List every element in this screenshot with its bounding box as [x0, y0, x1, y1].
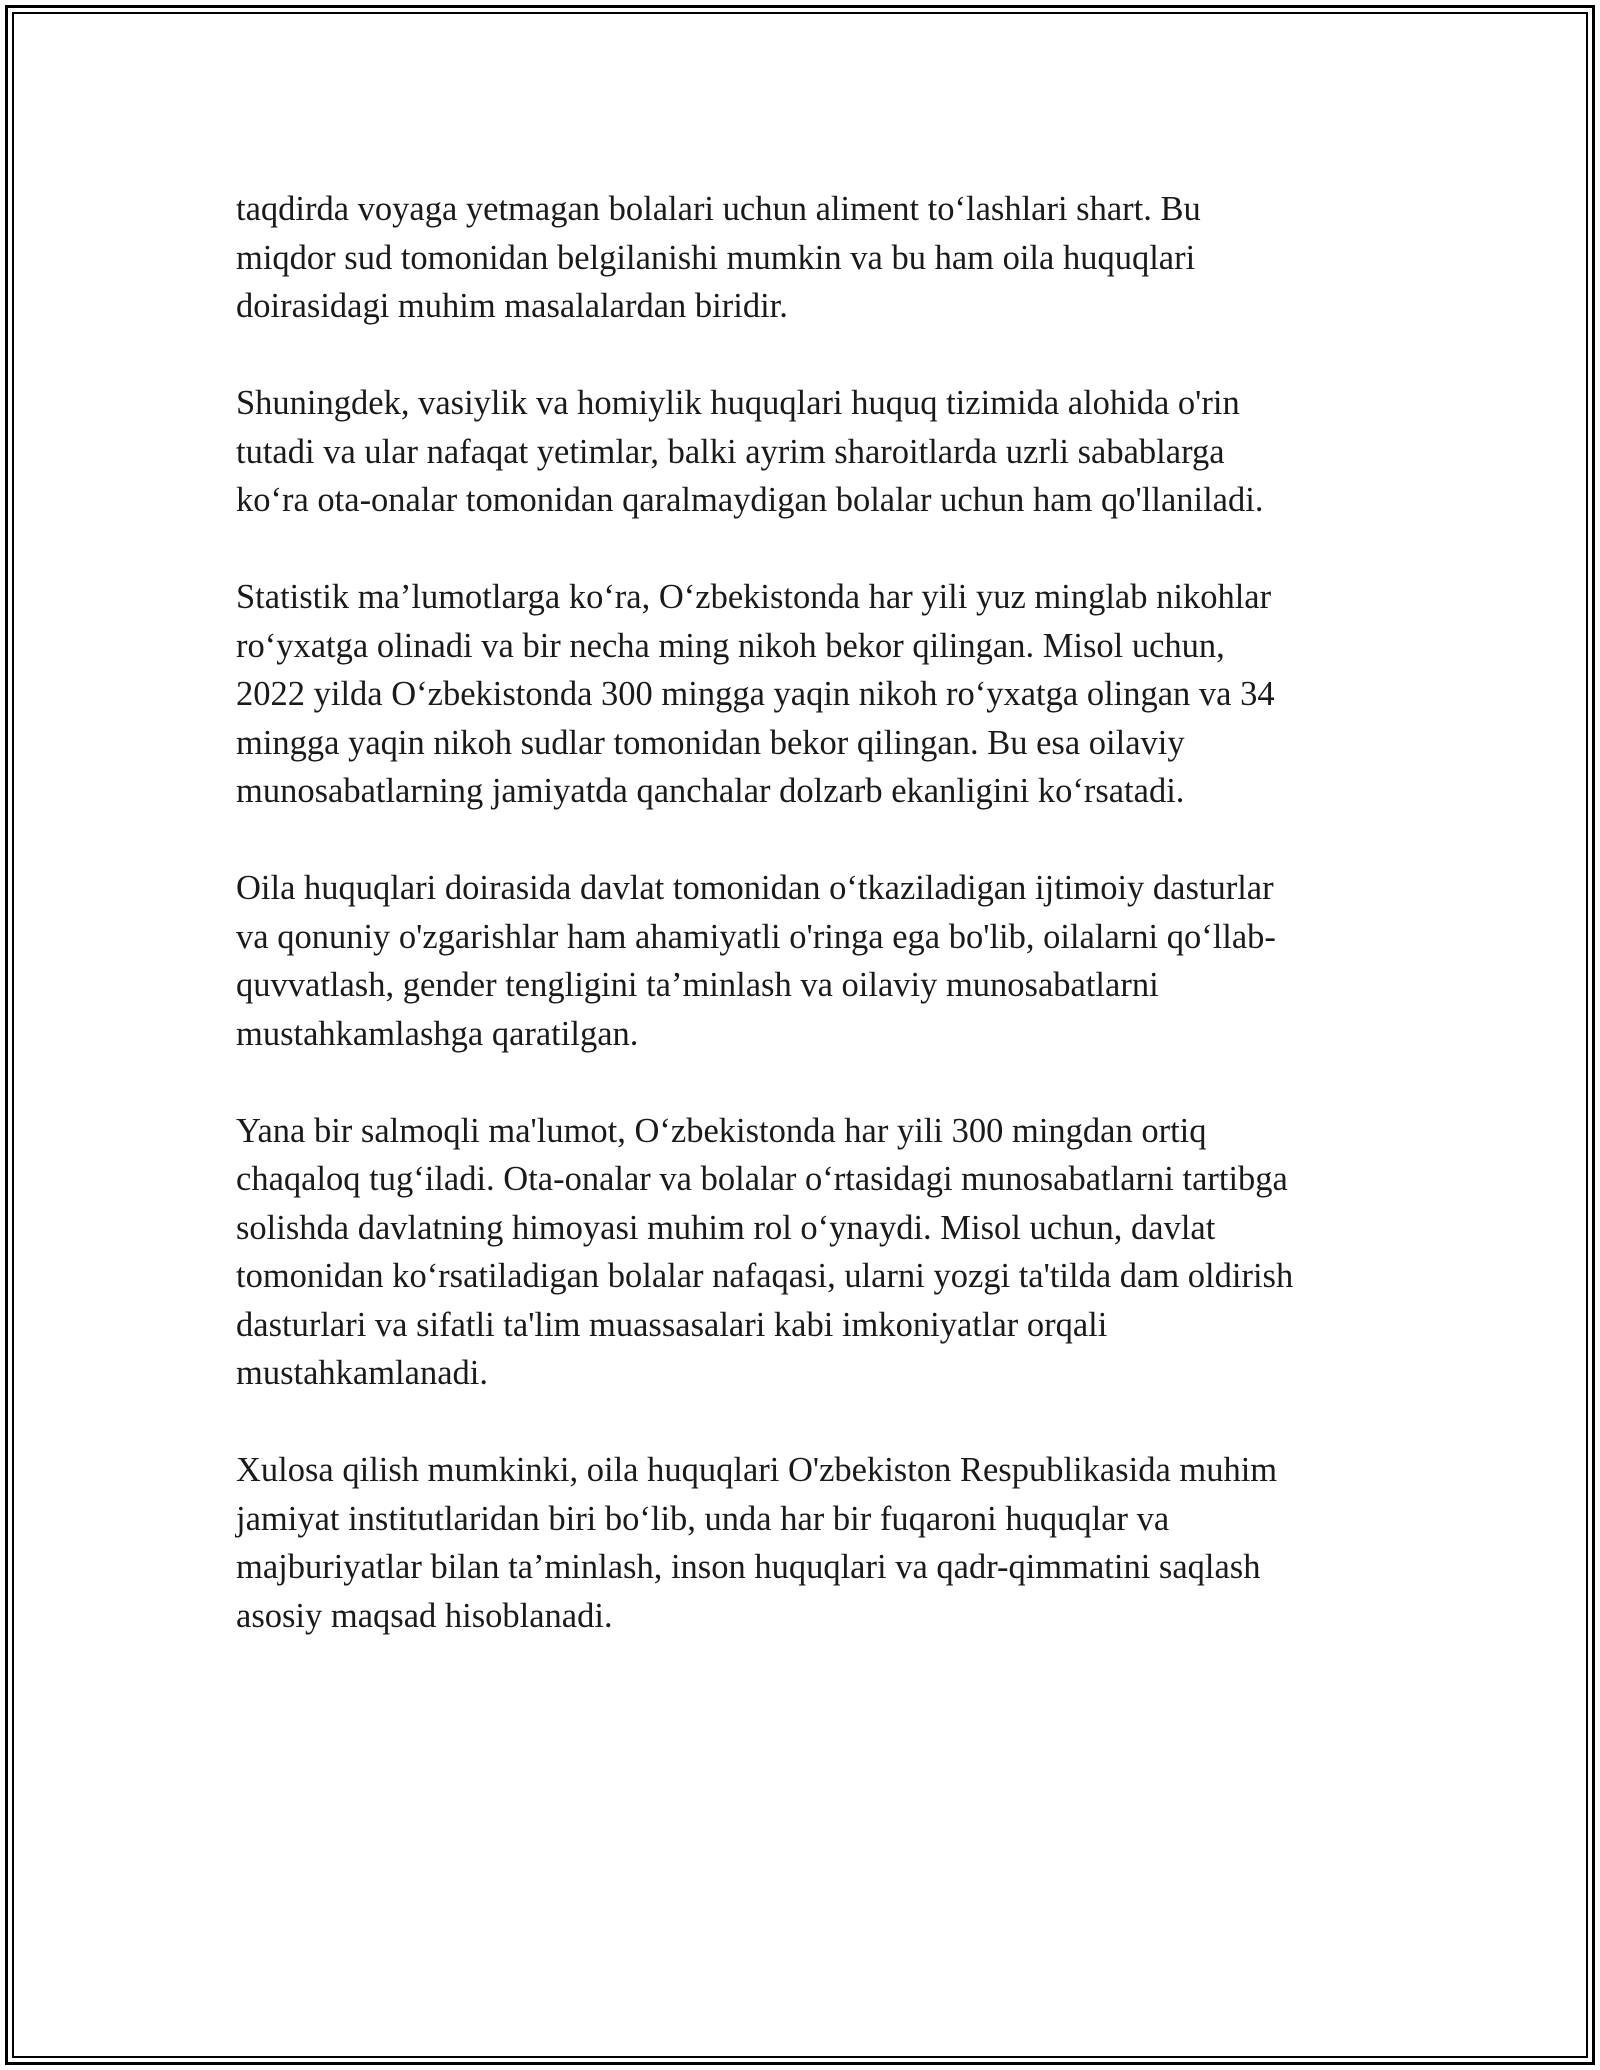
paragraph-marriage-statistics: Statistik ma’lumotlarga ko‘ra, O‘zbekistonda har yili yuz minglab nikohlar ro‘yxatga olinadi va bir necha ming nikoh bekor qilingan. Misol uchun, 2022 yilda O‘zbekistonda 300 mingga yaqin nikoh ro‘yxatga olingan va 34 mingga yaqin nikoh sudlar tomonidan bekor qilingan. Bu esa oilaviy munosabatlarning jamiyatda qanchalar dolzarb ekanligini ko‘rsatadi.	[236, 578, 1275, 810]
paragraph-social-programs: Oila huquqlari doirasida davlat tomonidan o‘tkaziladigan ijtimoiy dasturlar va qonuniy o'zgarishlar ham ahamiyatli o'ringa ega bo'lib, oilalarni qo‘llab- quvvatlash, gender tengligini ta’minlash va oilaviy munosabatlarni mustahkamlashga qaratilgan.	[236, 869, 1276, 1053]
paragraph-alimony: taqdirda voyaga yetmagan bolalari uchun aliment to‘lashlari shart. Bu miqdor sud tomonidan belgilanishi mumkin va bu ham oila huquqlari doirasidagi muhim masalalardan biridir.	[236, 190, 1201, 325]
paragraph-birth-statistics: Yana bir salmoqli ma'lumot, O‘zbekistonda har yili 300 mingdan ortiq chaqaloq tug‘iladi. Ota-onalar va bolalar o‘rtasidagi munosabatlarni tartibga solishda davlatning himoyasi muhim rol o‘ynaydi. Misol uchun, davlat tomonidan ko‘rsatiladigan bolalar nafaqasi, ularni yozgi ta'tilda dam oldirish dasturlari va sifatli ta'lim muassasalari kabi imkoniyatlar orqali mustahkamlanadi.	[236, 1111, 1294, 1392]
paragraph-conclusion: Xulosa qilish mumkinki, oila huquqlari O'zbekiston Respublikasida muhim jamiyat institutlaridan biri bo‘lib, unda har bir fuqaroni huquqlar va majburiyatlar bilan ta’minlash, inson huquqlari va qadr-qimmatini saqlash asosiy maqsad hisoblanadi.	[236, 1451, 1278, 1635]
document-body	[236, 185, 1386, 1689]
paragraph-guardianship: Shuningdek, vasiylik va homiylik huquqlari huquq tizimida alohida o'rin tutadi va ular nafaqat yetimlar, balki ayrim sharoitlarda uzrli sabablarga ko‘ra ota-onalar tomonidan qaralmaydigan bolalar uchun ham qo'llaniladi.	[236, 384, 1264, 519]
